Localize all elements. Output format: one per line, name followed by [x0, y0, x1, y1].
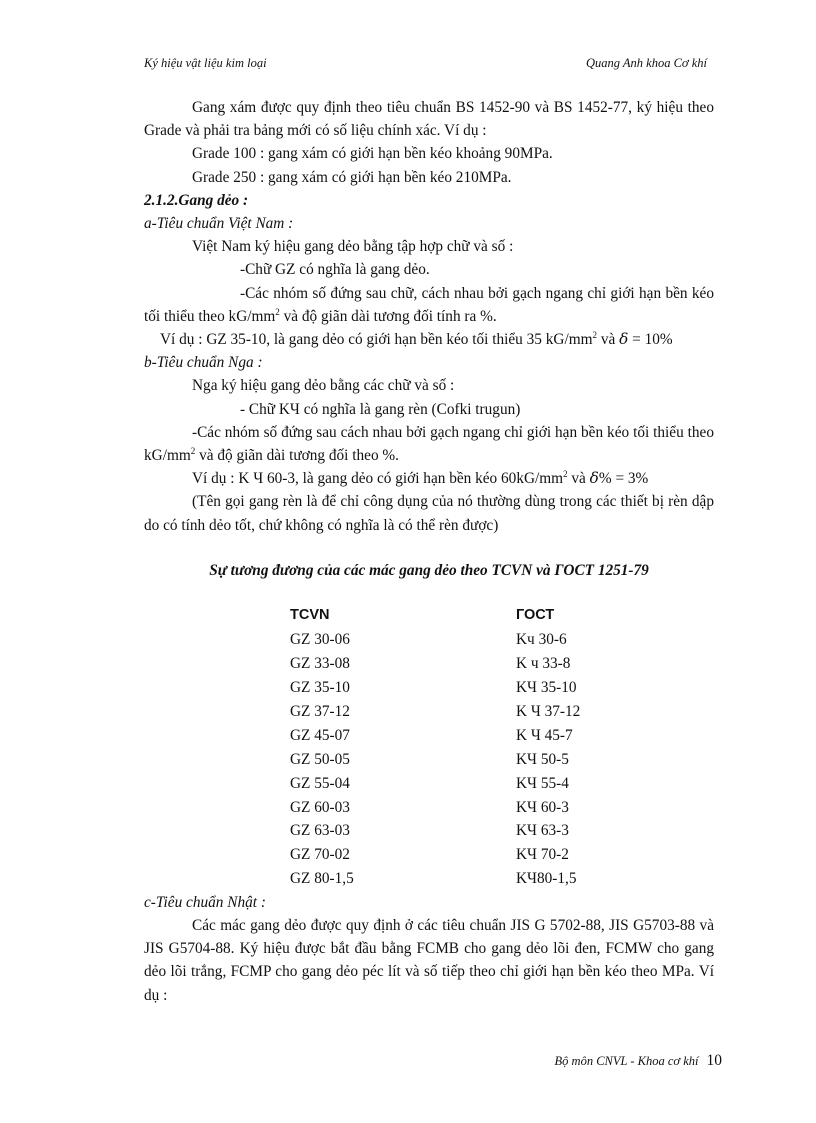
intro-example-2: Grade 250 : gang xám có giới hạn bền kéo 210MPa. — [192, 168, 512, 186]
table-row — [290, 819, 714, 843]
ru-item-1: - Chữ KЧ có nghĩa là gang rèn (Cofki trugun) — [240, 400, 521, 418]
cell-tcvn: GZ 37-12 — [290, 702, 350, 720]
ru-note: (Tên gọi gang rèn là để chỉ công dụng của nó thường dùng trong các thiết bị rèn dập do có tính dẻo tốt, chứ không có nghĩa là có thể rèn được) — [144, 493, 714, 534]
header-tcvn: TCVN — [290, 607, 330, 624]
table-row — [290, 867, 714, 891]
header-left: Ký hiệu vật liệu kim loại — [144, 56, 267, 70]
vn-example: Ví dụ : GZ 35-10, là gang dẻo có giới hạn bền kéo tối thiểu 35 $kG/mm^2$ và δ = 10% — [160, 329, 673, 349]
table-caption: Sự tương đương của các mác gang dẻo theo TCVN và ГОСТ 1251-79 — [209, 561, 649, 579]
table-row — [290, 795, 714, 819]
intro-paragraph: Gang xám được quy định theo tiêu chuẩn BS 1452-90 và BS 1452-77, ký hiệu theo Grade và phải tra bảng mới có số liệu chính xác. Ví dụ : — [144, 99, 714, 140]
section-title: 2.1.2.Gang dẻo : — [144, 191, 249, 209]
vn-item-1: -Chữ GZ có nghĩa là gang dẻo. — [240, 261, 430, 279]
jp-paragraph: Các mác gang dẻo được quy định ở các tiêu chuẩn JIS G 5702-88, JIS G5703-88 và JIS G5704-88. Ký hiệu được bắt đầu bằng FCMB cho gang dẻo lõi đen, FCMW cho gang dẻo lõi trắng, FCMP cho gang dẻo péc lít và số tiếp theo chỉ giới hạn bền kéo theo MPa. Ví dụ : — [144, 916, 714, 1004]
cell-tcvn: GZ 35-10 — [290, 679, 350, 697]
header-right: Quang Anh khoa Cơ khí — [585, 56, 707, 70]
equivalence-table — [290, 604, 714, 891]
cell-gost: KЧ 63-3 — [516, 822, 569, 840]
delta-symbol: δ — [619, 330, 629, 349]
cell-tcvn: GZ 50-05 — [290, 750, 350, 768]
cell-tcvn: GZ 63-03 — [290, 822, 350, 840]
vn-title: a-Tiêu chuẩn Việt Nam : — [144, 215, 294, 233]
cell-gost: KЧ 70-2 — [516, 846, 569, 864]
cell-tcvn: GZ 60-03 — [290, 798, 350, 816]
ru-intro: Nga ký hiệu gang dẻo bằng các chữ và số : — [192, 377, 455, 395]
cell-tcvn: GZ 55-04 — [290, 774, 350, 792]
table-row — [290, 771, 714, 795]
table-row — [290, 700, 714, 724]
cell-tcvn: GZ 33-08 — [290, 655, 350, 673]
header-gost: ГОСТ — [516, 607, 555, 624]
table-row — [290, 628, 714, 652]
table-row — [290, 724, 714, 748]
cell-gost: KЧ 50-5 — [516, 750, 569, 768]
table-row — [290, 676, 714, 700]
page-footer — [555, 1052, 722, 1070]
cell-tcvn: GZ 80-1,5 — [290, 870, 354, 888]
page-number: 10 — [706, 1052, 722, 1069]
cell-gost: K Ч 45-7 — [516, 726, 573, 744]
page-header — [144, 56, 707, 71]
table-body — [290, 628, 714, 891]
ru-example: Ví dụ : K Ч 60-3, là gang dẻo có giới hạn bền kéo $60kG/mm^2$ và δ% = 3% — [192, 469, 649, 488]
cell-tcvn: GZ 45-07 — [290, 726, 350, 744]
cell-gost: KЧ 60-3 — [516, 798, 569, 816]
cell-tcvn: GZ 70-02 — [290, 846, 350, 864]
vn-item-2: -Các nhóm số đứng sau chữ, cách nhau bởi gạch ngang chỉ giới hạn bền kéo tối thiểu theo $kG/mm^2$ và độ giãn dài tương đối tính ra %. — [144, 284, 714, 325]
cell-gost: KЧ 35-10 — [516, 679, 577, 697]
ru-title: b-Tiêu chuẩn Nga : — [144, 354, 263, 372]
jp-title: c-Tiêu chuẩn Nhật : — [144, 893, 266, 911]
footer-text: Bộ môn CNVL - Khoa cơ khí — [554, 1054, 699, 1068]
cell-gost: KЧ80-1,5 — [516, 870, 577, 888]
ru-item-2: -Các nhóm số đứng sau cách nhau bởi gạch ngang chỉ giới hạn bền kéo tối thiểu theo $kG/mm^2$ và độ giãn dài tương đối theo %. — [144, 423, 714, 465]
intro-example-1: Grade 100 : gang xám có giới hạn bền kéo khoảng 90MPa. — [192, 145, 553, 163]
cell-gost: KЧ 55-4 — [516, 774, 569, 792]
page-body — [144, 96, 714, 1007]
vn-intro: Việt Nam ký hiệu gang dẻo bằng tập hợp chữ và số : — [192, 238, 514, 256]
delta-symbol: δ — [589, 469, 599, 488]
table-row — [290, 652, 714, 676]
cell-gost: Kч 30-6 — [516, 631, 567, 649]
table-row — [290, 747, 714, 771]
table-header-row — [290, 604, 714, 628]
cell-tcvn: GZ 30-06 — [290, 631, 350, 649]
table-row — [290, 843, 714, 867]
cell-gost: K ч 33-8 — [516, 655, 571, 673]
cell-gost: K Ч 37-12 — [516, 702, 581, 720]
